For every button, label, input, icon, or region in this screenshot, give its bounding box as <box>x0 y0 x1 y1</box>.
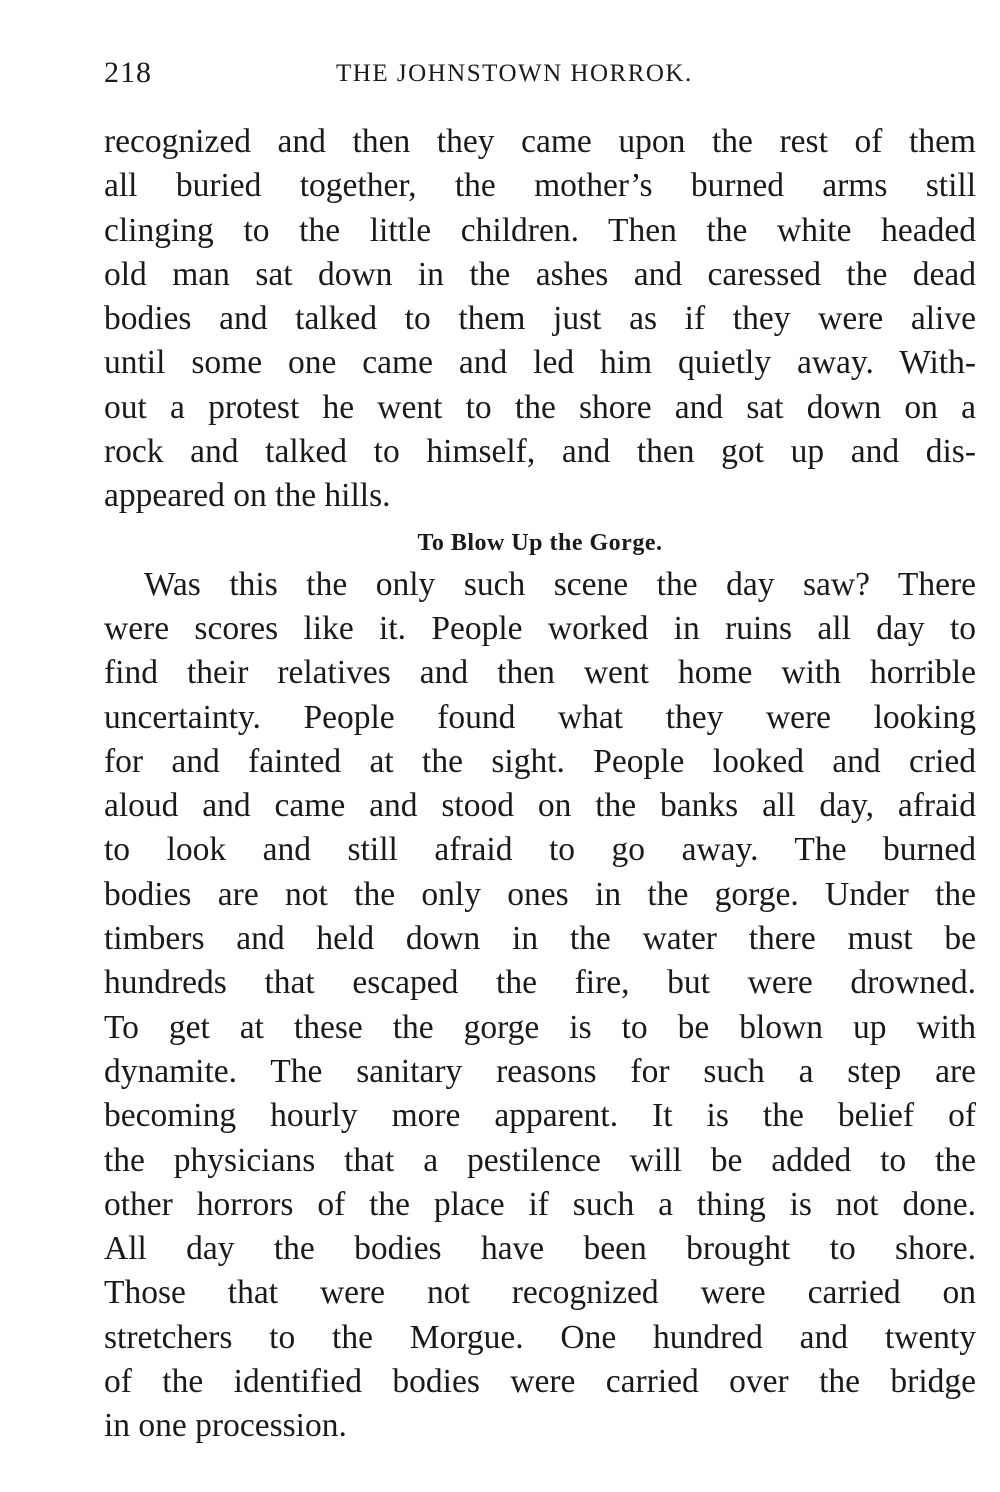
text-line: To get at these the gorge is to be blown up with <box>104 1008 976 1046</box>
text-line: Those that were not recognized were carried on <box>104 1274 976 1312</box>
text-line: other horrors of the place if such a thing is not done. <box>104 1185 976 1223</box>
text-line: Was this the only such scene the day saw? There <box>144 565 976 603</box>
text-line: were scores like it. People worked in ruins all day to <box>104 609 976 647</box>
text-line: all buried together, the mother’s burned arms still <box>104 167 976 205</box>
text-line: of the identified bodies were carried over the bridge <box>104 1363 976 1401</box>
text-line: hundreds that escaped the fire, but were drowned. <box>104 964 976 1002</box>
text-line: the physicians that a pestilence will be added to the <box>104 1141 976 1179</box>
text-line: timbers and held down in the water there must be <box>104 920 976 958</box>
text-line: appeared on the hills. <box>104 477 391 515</box>
paragraph-2 <box>104 563 976 1449</box>
text-body <box>104 120 976 1449</box>
text-line: bodies are not the only ones in the gorge. Under the <box>104 875 976 913</box>
text-line: recognized and then they came upon the rest of them <box>104 123 976 160</box>
text-line: in one procession. <box>104 1407 347 1445</box>
paragraph-1 <box>104 120 976 519</box>
text-line: old man sat down in the ashes and caressed the dead <box>104 255 976 293</box>
section-heading: To Blow Up the Gorge. <box>417 529 663 556</box>
running-head <box>104 56 976 96</box>
text-line: All day the bodies have been brought to shore. <box>104 1230 976 1268</box>
text-line: stretchers to the Morgue. One hundred and twenty <box>104 1318 976 1356</box>
text-line: dynamite. The sanitary reasons for such a step are <box>104 1052 976 1090</box>
text-line: bodies and talked to them just as if they were alive <box>104 300 976 338</box>
text-line: until some one came and led him quietly away. With- <box>104 344 976 382</box>
text-line: out a protest he went to the shore and sat down on a <box>104 388 976 426</box>
text-line: uncertainty. People found what they were looking <box>104 698 976 736</box>
text-line: to look and still afraid to go away. The burned <box>104 831 976 869</box>
page-number: 218 <box>104 56 152 89</box>
text-line: clinging to the little children. Then the white headed <box>104 211 976 249</box>
text-line: find their relatives and then went home with horrible <box>104 654 976 692</box>
text-line: aloud and came and stood on the banks all day, afraid <box>104 787 976 825</box>
text-line: becoming hourly more apparent. It is the belief of <box>104 1097 976 1135</box>
running-title: THE JOHNSTOWN HORROK. <box>336 60 693 87</box>
text-line: rock and talked to himself, and then got up and dis- <box>104 433 976 471</box>
text-line: for and fainted at the sight. People looked and cried <box>104 742 976 780</box>
